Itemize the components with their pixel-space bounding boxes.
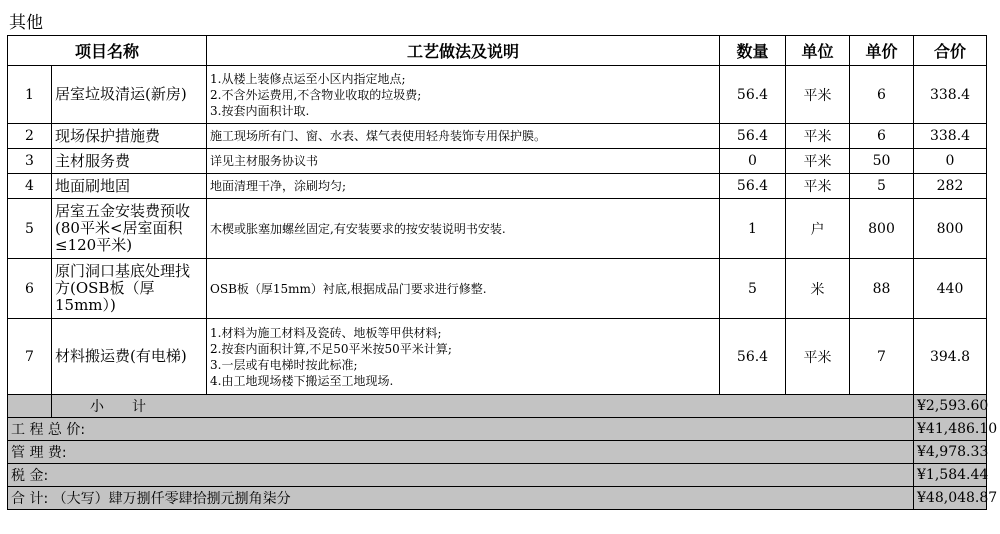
- item-description: [207, 66, 720, 124]
- subtotal-row: [8, 395, 987, 418]
- item-total: 800: [914, 199, 987, 259]
- subtotal-value: ¥2,593.60: [914, 395, 987, 418]
- item-name: 主材服务费: [52, 149, 207, 174]
- grand-total-label: 合 计: （大写）肆万捌仟零肆拾捌元捌角柒分: [8, 487, 914, 510]
- item-unit: 米: [786, 259, 850, 319]
- item-total: 440: [914, 259, 987, 319]
- quote-table: [7, 35, 998, 510]
- management-fee-label: 管 理 费:: [8, 441, 914, 464]
- item-unit-price: 6: [850, 66, 914, 124]
- description-line: 木楔或胀塞加螺丝固定,有安装要求的按安装说明书安装.: [210, 221, 506, 236]
- item-unit: 平米: [786, 149, 850, 174]
- table-row: [8, 124, 987, 149]
- header-row: [8, 36, 987, 66]
- item-name: 材料搬运费(有电梯): [52, 319, 207, 395]
- tax-label: 税 金:: [8, 464, 914, 487]
- subtotal-blank-cell: [8, 395, 52, 418]
- row-number: 6: [8, 259, 52, 319]
- item-name: 居室五金安装费预收(80平米<居室面积≤120平米): [52, 199, 207, 259]
- row-number: 3: [8, 149, 52, 174]
- project-total-label: 工 程 总 价:: [8, 418, 914, 441]
- item-name: 现场保护措施费: [52, 124, 207, 149]
- row-number: 1: [8, 66, 52, 124]
- description-line: 4.由工地现场楼下搬运至工地现场.: [210, 373, 394, 388]
- item-quantity: 56.4: [720, 174, 786, 199]
- table-row: [8, 199, 987, 259]
- item-unit-price: 6: [850, 124, 914, 149]
- section-title: 其他: [9, 13, 43, 33]
- item-total: 338.4: [914, 66, 987, 124]
- description-line: 3.按套内面积计取.: [210, 103, 310, 118]
- item-name: 地面刷地固: [52, 174, 207, 199]
- row-number: 7: [8, 319, 52, 395]
- item-unit-price: 7: [850, 319, 914, 395]
- description-line: 2.按套内面积计算,不足50平米按50平米计算;: [210, 341, 452, 356]
- item-quantity: 5: [720, 259, 786, 319]
- item-description: [207, 259, 720, 319]
- item-quantity: 0: [720, 149, 786, 174]
- item-unit-price: 800: [850, 199, 914, 259]
- item-quantity: 56.4: [720, 319, 786, 395]
- header-unit-price: 单价: [850, 36, 914, 66]
- item-total: 338.4: [914, 124, 987, 149]
- row-number: 4: [8, 174, 52, 199]
- header-unit: 单位: [786, 36, 850, 66]
- item-unit: 平米: [786, 124, 850, 149]
- description-line: 施工现场所有门、窗、水表、煤气表使用轻舟装饰专用保护膜。: [210, 129, 547, 143]
- header-quantity: 数量: [720, 36, 786, 66]
- item-description: [207, 174, 720, 199]
- header-item-name: 项目名称: [8, 36, 207, 66]
- description-line: OSB板（厚15mm）衬底,根据成品门要求进行修整.: [210, 281, 487, 296]
- item-total: 0: [914, 149, 987, 174]
- item-total: 394.8: [914, 319, 987, 395]
- item-unit: 平米: [786, 66, 850, 124]
- management-fee-row: [8, 441, 987, 464]
- description-line: 1.从楼上装修点运至小区内指定地点;: [210, 71, 406, 86]
- subtotal-label: 小 计: [52, 395, 914, 418]
- description-line: 1.材料为施工材料及瓷砖、地板等甲供材料;: [210, 325, 442, 340]
- table-row: [8, 66, 987, 124]
- tax-row: [8, 464, 987, 487]
- item-quantity: 56.4: [720, 124, 786, 149]
- item-description: [207, 149, 720, 174]
- grand-total-row: [8, 487, 987, 510]
- row-number: 5: [8, 199, 52, 259]
- item-unit-price: 88: [850, 259, 914, 319]
- item-description: [207, 124, 720, 149]
- header-process: 工艺做法及说明: [207, 36, 720, 66]
- project-total-value: ¥41,486.10: [914, 418, 987, 441]
- description-line: 3.一层或有电梯时按此标准;: [210, 357, 358, 372]
- item-unit: 平米: [786, 174, 850, 199]
- item-name: 原门洞口基底处理找方(OSB板（厚15mm）): [52, 259, 207, 319]
- item-name: 居室垃圾清运(新房): [52, 66, 207, 124]
- table-row: [8, 149, 987, 174]
- table-row: [8, 319, 987, 395]
- item-unit: 户: [786, 199, 850, 259]
- management-fee-value: ¥4,978.33: [914, 441, 987, 464]
- description-line: 地面清理干净，涂刷均匀;: [210, 179, 347, 193]
- tax-value: ¥1,584.44: [914, 464, 987, 487]
- description-line: 2.不含外运费用,不含物业收取的垃圾费;: [210, 87, 422, 102]
- item-unit-price: 5: [850, 174, 914, 199]
- item-description: [207, 319, 720, 395]
- table-row: [8, 259, 987, 319]
- item-quantity: 56.4: [720, 66, 786, 124]
- item-quantity: 1: [720, 199, 786, 259]
- grand-total-value: ¥48,048.87: [914, 487, 987, 510]
- header-total: 合价: [914, 36, 987, 66]
- row-number: 2: [8, 124, 52, 149]
- item-unit: 平米: [786, 319, 850, 395]
- project-total-row: [8, 418, 987, 441]
- item-total: 282: [914, 174, 987, 199]
- item-unit-price: 50: [850, 149, 914, 174]
- description-line: 详见主材服务协议书: [210, 154, 319, 168]
- table-row: [8, 174, 987, 199]
- item-description: [207, 199, 720, 259]
